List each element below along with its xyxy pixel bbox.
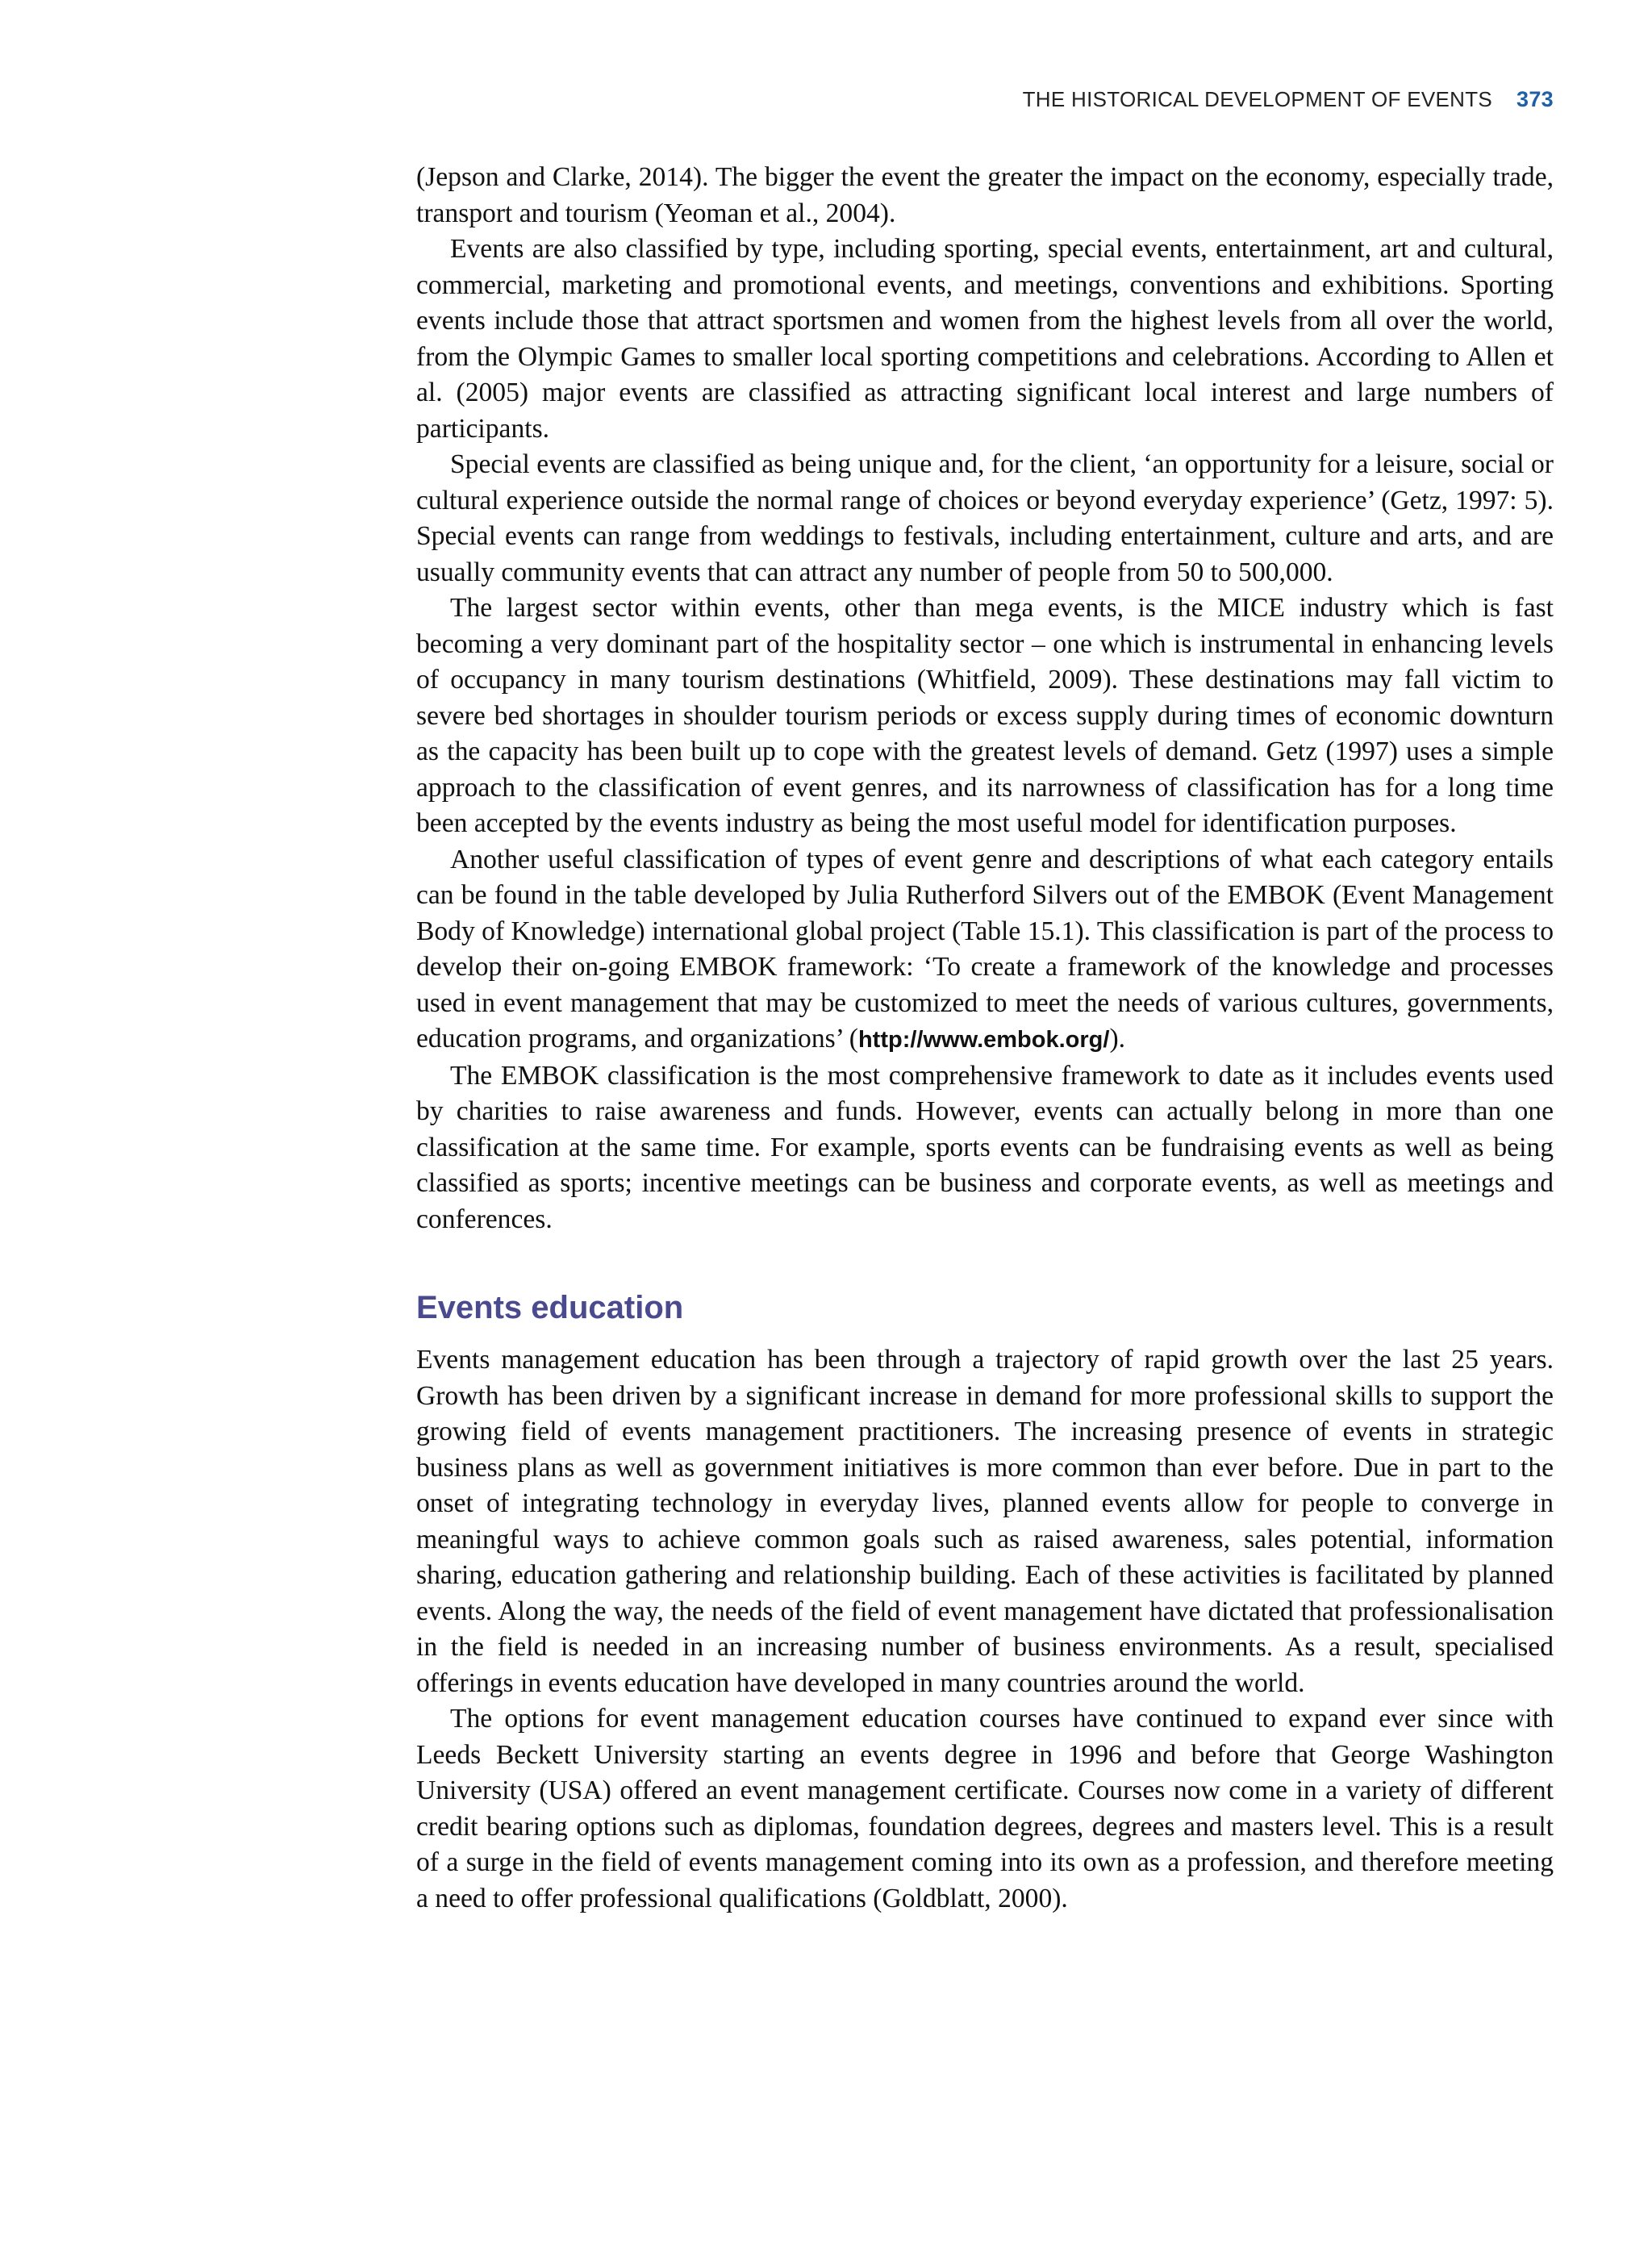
paragraph-2: Events are also classified by type, including sporting, special events, entertainment, art and cultural, commercial, marketing and promotional events, and meetings, conventions and exhibitions. Sporting events include those that attract sportsmen and women from the highest levels from all over the world, from the Olympic Games to smaller local sporting competitions and celebrations. According to Allen et al. (2005) major events are classified as attracting significant local interest and large numbers of participants. bbox=[416, 234, 1554, 444]
page-number: 373 bbox=[1516, 87, 1554, 111]
paragraph-5 bbox=[416, 842, 1554, 1058]
paragraph-8: The options for event management education courses have continued to expand ever since with Leeds Beckett University starting an events degree in 1996 and before that George Washington University (USA) offered an event management certificate. Courses now come in a variety of different credit bearing options such as diplomas, foundation degrees, degrees and masters level. This is a result of a surge in the field of events management coming into its own as a profession, and therefore meeting a need to offer professional qualifications (Goldblatt, 2000). bbox=[416, 1704, 1554, 1913]
paragraph-3: Special events are classified as being unique and, for the client, ‘an opportunity for a leisure, social or cultural experience outside the normal range of choices or beyond everyday experience’ (Getz, 1997: 5). Special events can range from weddings to festivals, including entertainment, culture and arts, and are usually community events that can attract any number of people from 50 to 500,000. bbox=[416, 449, 1554, 587]
main-text bbox=[416, 160, 1554, 1917]
section-heading: Events education bbox=[416, 1290, 684, 1325]
embok-link[interactable]: http://www.embok.org/ bbox=[857, 1027, 1110, 1053]
paragraph-5-end: ). bbox=[1109, 1024, 1126, 1054]
running-title: THE HISTORICAL DEVELOPMENT OF EVENTS bbox=[1022, 87, 1493, 111]
paragraph-7: Events management education has been through a trajectory of rapid growth over the last 25 years. Growth has been driven by a significant increase in demand for more professional skills to support the growing field of events management practitioners. The increasing presence of events in strategic business plans as well as government initiatives is more common than ever before. Due in part to the onset of integrating technology in everyday lives, planned events allow for people to converge in meaningful ways to achieve common goals such as raised awareness, sales potential, information sharing, education gathering and relationship building. Each of these activities is facilitated by planned events. Along the way, the needs of the field of event management have dictated that professionalisation in the field is needed in an increasing number of business environments. As a result, specialised offerings in events education have developed in many countries around the world. bbox=[416, 1345, 1554, 1698]
paragraph-6: The EMBOK classification is the most comprehensive framework to date as it includes events used by charities to raise awareness and funds. However, events can actually belong in more than one classification at the same time. For example, sports events can be fundraising events as well as being classified as sports; incentive meetings can be business and corporate events, as well as meetings and conferences. bbox=[416, 1060, 1554, 1234]
running-head bbox=[416, 87, 1554, 112]
paragraph-1: (Jepson and Clarke, 2014). The bigger the event the greater the impact on the economy, especially trade, transport and tourism (Yeoman et al., 2004). bbox=[416, 162, 1554, 228]
paragraph-4: The largest sector within events, other than mega events, is the MICE industry which is fast becoming a very dominant part of the hospitality sector – one which is instrumental in enhancing levels of occupancy in many tourism destinations (Whitfield, 2009). These destinations may fall victim to severe bed shortages in shoulder tourism periods or excess supply during times of economic downturn as the capacity has been built up to cope with the greatest levels of demand. Getz (1997) uses a simple approach to the classification of event genres, and its narrowness of classification has for a long time been accepted by the events industry as being the most useful model for identification purposes. bbox=[416, 593, 1554, 838]
paragraph-5-text: Another useful classification of types of event genre and descriptions of what each category entails can be found in the table developed by Julia Rutherford Silvers out of the EMBOK (Event Management Body of Knowledge) international global project (Table 15.1). This classification is part of the process to develop their on-going EMBOK framework: ‘To create a framework of the knowledge and processes used in event management that may be customized to meet the needs of various cultures, governments, education programs, and organizations’ ( bbox=[416, 844, 1554, 1054]
